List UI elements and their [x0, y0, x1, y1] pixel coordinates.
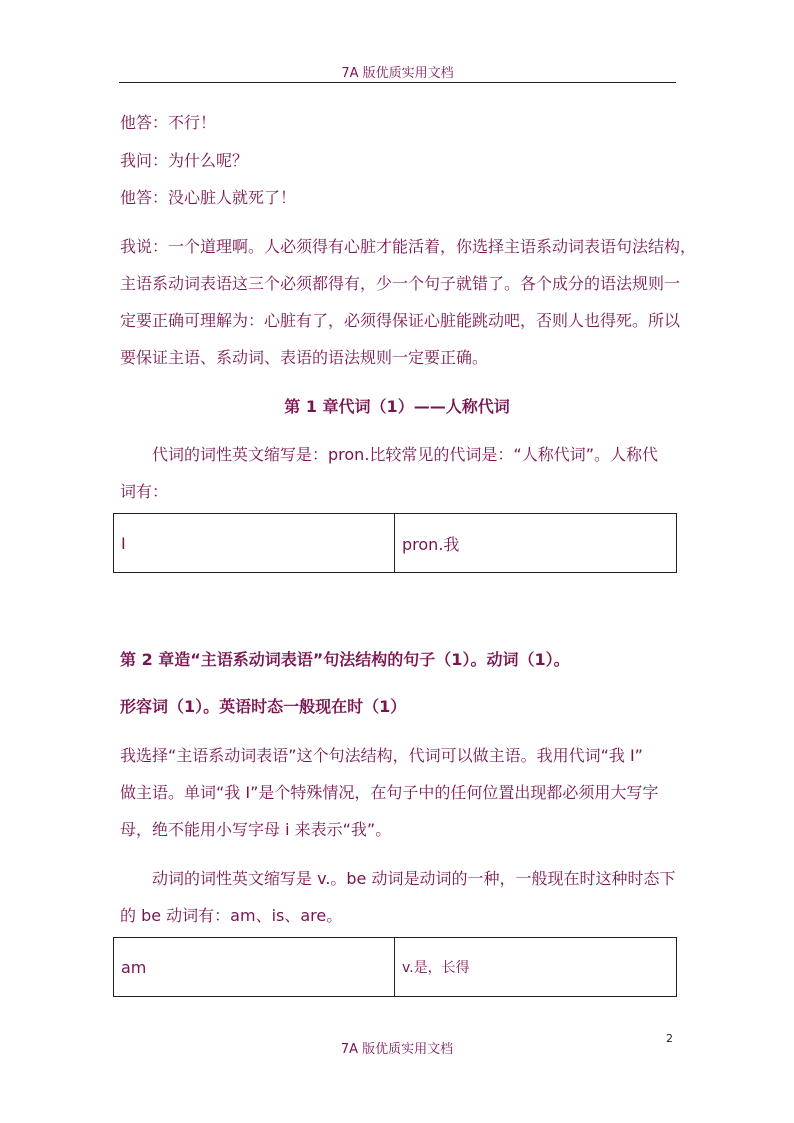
paragraph-line: 定要正确可理解为：心脏有了，必须得保证心脏能跳动吧，否则人也得死。所以 — [120, 311, 681, 330]
dialogue-line: 他答：没心脏人就死了！ — [120, 188, 297, 207]
verb-table — [113, 937, 677, 997]
paragraph-line: 主语系动词表语这三个必须都得有，少一个句子就错了。各个成分的语法规则一 — [120, 274, 681, 293]
table-cell-word: am — [114, 938, 395, 997]
header-rule — [119, 82, 676, 83]
paragraph-line: 词有： — [120, 482, 169, 501]
table-cell-meaning: v.是，长得 — [395, 938, 677, 997]
page-number: 2 — [666, 1032, 673, 1045]
chapter-1-title: 第 1 章代词（1）——人称代词 — [284, 397, 510, 416]
dialogue-line: 他答：不行！ — [120, 113, 217, 132]
paragraph-line: 我说：一个道理啊。人必须得有心脏才能活着，你选择主语系动词表语句法结构， — [120, 237, 697, 256]
chapter-2-title-cont: 形容词（1）。英语时态一般现在时（1） — [120, 697, 407, 716]
paragraph-line: 代词的词性英文缩写是：pron.比较常见的代词是：“人称代词”。人称代 — [152, 445, 658, 464]
paragraph-line: 动词的词性英文缩写是 v.。be 动词是动词的一种，一般现在时这种时态下 — [152, 869, 676, 888]
table-row — [114, 514, 677, 573]
table-cell-meaning: pron.我 — [395, 514, 677, 573]
paragraph-line: 我选择“主语系动词表语”这个句法结构，代词可以做主语。我用代词“我 I” — [120, 746, 643, 765]
dialogue-line: 我问：为什么呢？ — [120, 151, 249, 170]
chapter-2-title: 第 2 章造“主语系动词表语”句法结构的句子（1）。动词（1）。 — [120, 650, 570, 669]
paragraph-line: 做主语。单词“我 I”是个特殊情况，在句子中的任何位置出现都必须用大写字 — [120, 783, 659, 802]
paragraph-line: 要保证主语、系动词、表语的语法规则一定要正确。 — [120, 348, 489, 367]
page-footer: 7A 版优质实用文档 — [340, 1042, 454, 1057]
paragraph-line: 母，绝不能用小写字母 i 来表示“我”。 — [120, 820, 392, 839]
table-cell-word: I — [114, 514, 395, 573]
paragraph-line: 的 be 动词有：am、is、are。 — [120, 906, 343, 925]
table-row — [114, 938, 677, 997]
pronoun-table — [113, 513, 677, 573]
page-header: 7A 版优质实用文档 — [341, 66, 454, 81]
